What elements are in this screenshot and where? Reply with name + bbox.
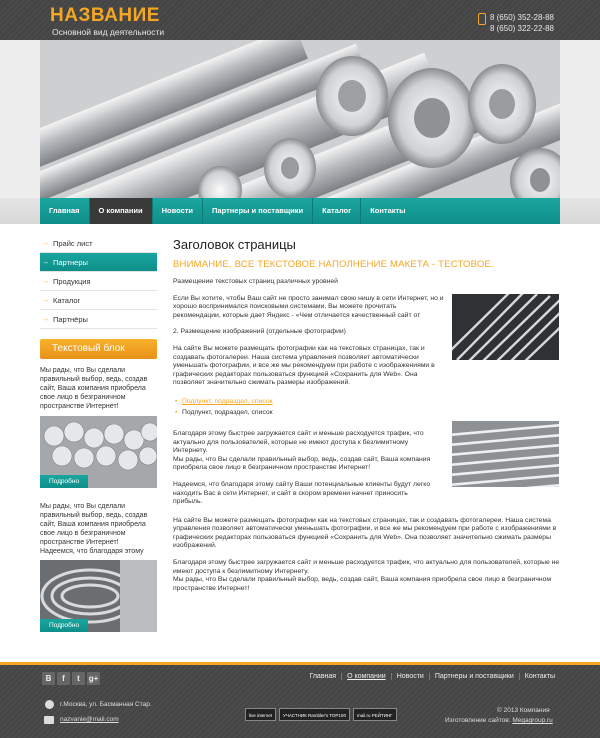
content-paragraph: Мы рады, что Вы сделали правильный выбор, ведь, создав сайт, Ваша компания приобрела свое лицо в безграничном пространстве Интернет! [173, 455, 431, 472]
footer-nav-news[interactable]: Новости [391, 673, 429, 680]
main-nav [40, 198, 560, 224]
nav-item-partners[interactable]: Партнеры и поставщики [203, 198, 313, 224]
notice-heading: ВНИМАНИЕ, ВСЕ ТЕКСТОВОЕ НАПОЛНЕНИЕ МАКЕТА - ТЕСТОВОЕ. [173, 259, 494, 270]
nav-item-home[interactable]: Главная [40, 198, 90, 224]
sidebar [40, 234, 157, 632]
phone-icon [478, 13, 486, 25]
content-paragraph: 2. Размещение изображений (отдельные фотографии) [173, 328, 346, 336]
made-by-label: Изготовление сайтов: [445, 717, 511, 724]
footer-made-by [445, 717, 553, 724]
counter-badges [245, 708, 397, 721]
made-by-link[interactable]: Megagroup.ru [512, 717, 553, 724]
list-item[interactable] [173, 398, 560, 405]
hero-side-right [560, 40, 600, 198]
sidebar-text-2: Мы рады, что Вы сделали правильный выбор, ведь, создав сайт, Ваша компания приобрела свое лицо в безграничном пространстве Интернет! Надеемся, что благодаря этому [40, 503, 148, 555]
nav-item-contacts[interactable]: Контакты [370, 206, 406, 215]
footer-nav-partners[interactable]: Партнеры и поставщики [429, 673, 519, 680]
more-button-1[interactable]: Подробно [40, 475, 88, 488]
sidebar-item-price-list[interactable]: → Прайс лист [40, 234, 157, 253]
phone-1: 8 (650) 352-28-88 [489, 13, 554, 22]
twitter-icon[interactable]: t [72, 672, 85, 685]
content-paragraph: На сайте Вы можете размещать фотографии как на текстовых страницах, так и создавать фотогалереи. Наша система управления позволяет автоматически уменьшать фотографии, и все же мы рекомендуем при работе с изображениями в графических редакторах пользоваться функцией «Сохранить для Web». Она позволяет значительно сжимать размеры изображений. [173, 344, 435, 387]
sidebar-image-1 [40, 416, 157, 488]
google-plus-icon[interactable]: g+ [88, 674, 99, 683]
content-image-2 [452, 421, 559, 487]
sidebar-item-products[interactable]: → Продукция [40, 272, 157, 291]
hero-side-left [0, 40, 40, 198]
footer-nav-about[interactable]: О компании [341, 673, 391, 680]
text-block-title: Текстовый блок [40, 339, 157, 359]
phone-numbers [490, 12, 554, 34]
footer-address: г.Москва, ул. Басманная Стар. [60, 701, 152, 708]
sidebar-item-partners[interactable]: → Партнеры [40, 253, 157, 272]
footer-nav-home[interactable]: Главная [309, 673, 337, 680]
list-link[interactable]: Подпункт, подраздел, список [182, 397, 273, 405]
sidebar-image-2 [40, 560, 157, 632]
page-title: Заголовок страницы [173, 237, 296, 252]
sidebar-item-catalog[interactable]: → Каталог [40, 291, 157, 310]
main-content [173, 237, 560, 593]
nav-item-news[interactable]: Новости [153, 198, 203, 224]
text-block-body: Мы рады, что Вы сделали правильный выбор, ведь, создав сайт, Ваша компания приобрела свое лицо в безграничном пространстве Интернет! [40, 367, 148, 410]
content-paragraph: Размещение текстовых страниц различных уровней [173, 278, 338, 285]
social-links [42, 672, 100, 685]
nav-item-about[interactable]: О компании [90, 198, 153, 224]
phone-2: 8 (650) 322-22-88 [489, 24, 554, 33]
footer-nav-contacts[interactable]: Контакты [519, 673, 560, 680]
content-image-1 [452, 294, 559, 360]
content-paragraph: Благодаря этому быстрее загружается сайт и меньше расходуется трафик, что актуально для пользователей, которые не имеют доступа к безлимитному Интернету. [173, 559, 560, 575]
mail-icon [44, 716, 54, 724]
more-button-2[interactable]: Подробно [40, 619, 88, 632]
content-paragraph: Надеемся, что благодаря этому сайту Ваши потенциальные клиенты будут легко находить Вас в сети Интернет, и сайт в скором времени начнет приносить прибыль. [173, 480, 431, 506]
footer-nav [304, 673, 560, 680]
hero-pipes-illustration [40, 40, 560, 198]
footer-email[interactable]: nazvanie@mail.com [60, 716, 119, 723]
nav-item-catalog[interactable]: Каталог [313, 198, 361, 224]
footer-copyright: © 2013 Компания [497, 707, 550, 714]
content-paragraph: Благодаря этому быстрее загружается сайт и меньше расходуется трафик, что актуально для пользователей, которые не имеют доступа к безлимитному Интернету. [173, 429, 424, 455]
sidebar-item-partners-2[interactable]: → Партнёры [40, 310, 157, 329]
rambler-top100-badge[interactable]: УЧАСТНИК Rambler's TOP100 [279, 708, 350, 721]
facebook-icon[interactable]: f [57, 672, 70, 685]
content-paragraph: Если Вы хотите, чтобы Ваш сайт не просто занимал свою нишу в сети Интернет, но и хорошо воспринимался поисковыми системами, Вы можете прочитать рекомендации, которые дает Яндекс - «Чем отличается качественный сайт от [173, 294, 444, 319]
location-icon [45, 700, 54, 709]
site-logo[interactable]: НАЗВАНИЕ [50, 5, 160, 26]
content-paragraph: На сайте Вы можете размещать фотографии как на текстовых страницах, так и создавать фотогалереи. Наша система управления позволяет автоматически уменьшать фотографии, и все же мы рекомендуем при работе с изображениями в графических редакторах пользоваться функцией «Сохранить для Web». Она позволяет значительно сжимать размеры изображений. [173, 516, 557, 550]
tagline: Основной вид деятельности [52, 27, 165, 37]
mailru-rating-badge[interactable]: mail.ru РЕЙТИНГ [353, 708, 397, 721]
list-item: • Подпункт, подраздел, список [173, 409, 560, 416]
content-paragraph: Мы рады, что Вы сделали правильный выбор, ведь, создав сайт, Ваша компания приобрела свое лицо в безграничном пространстве Интернет! [173, 576, 552, 592]
hero-image [40, 40, 560, 198]
liveinternet-badge[interactable]: live internet [245, 708, 276, 721]
vk-icon[interactable]: В [42, 672, 55, 685]
header [0, 0, 600, 40]
